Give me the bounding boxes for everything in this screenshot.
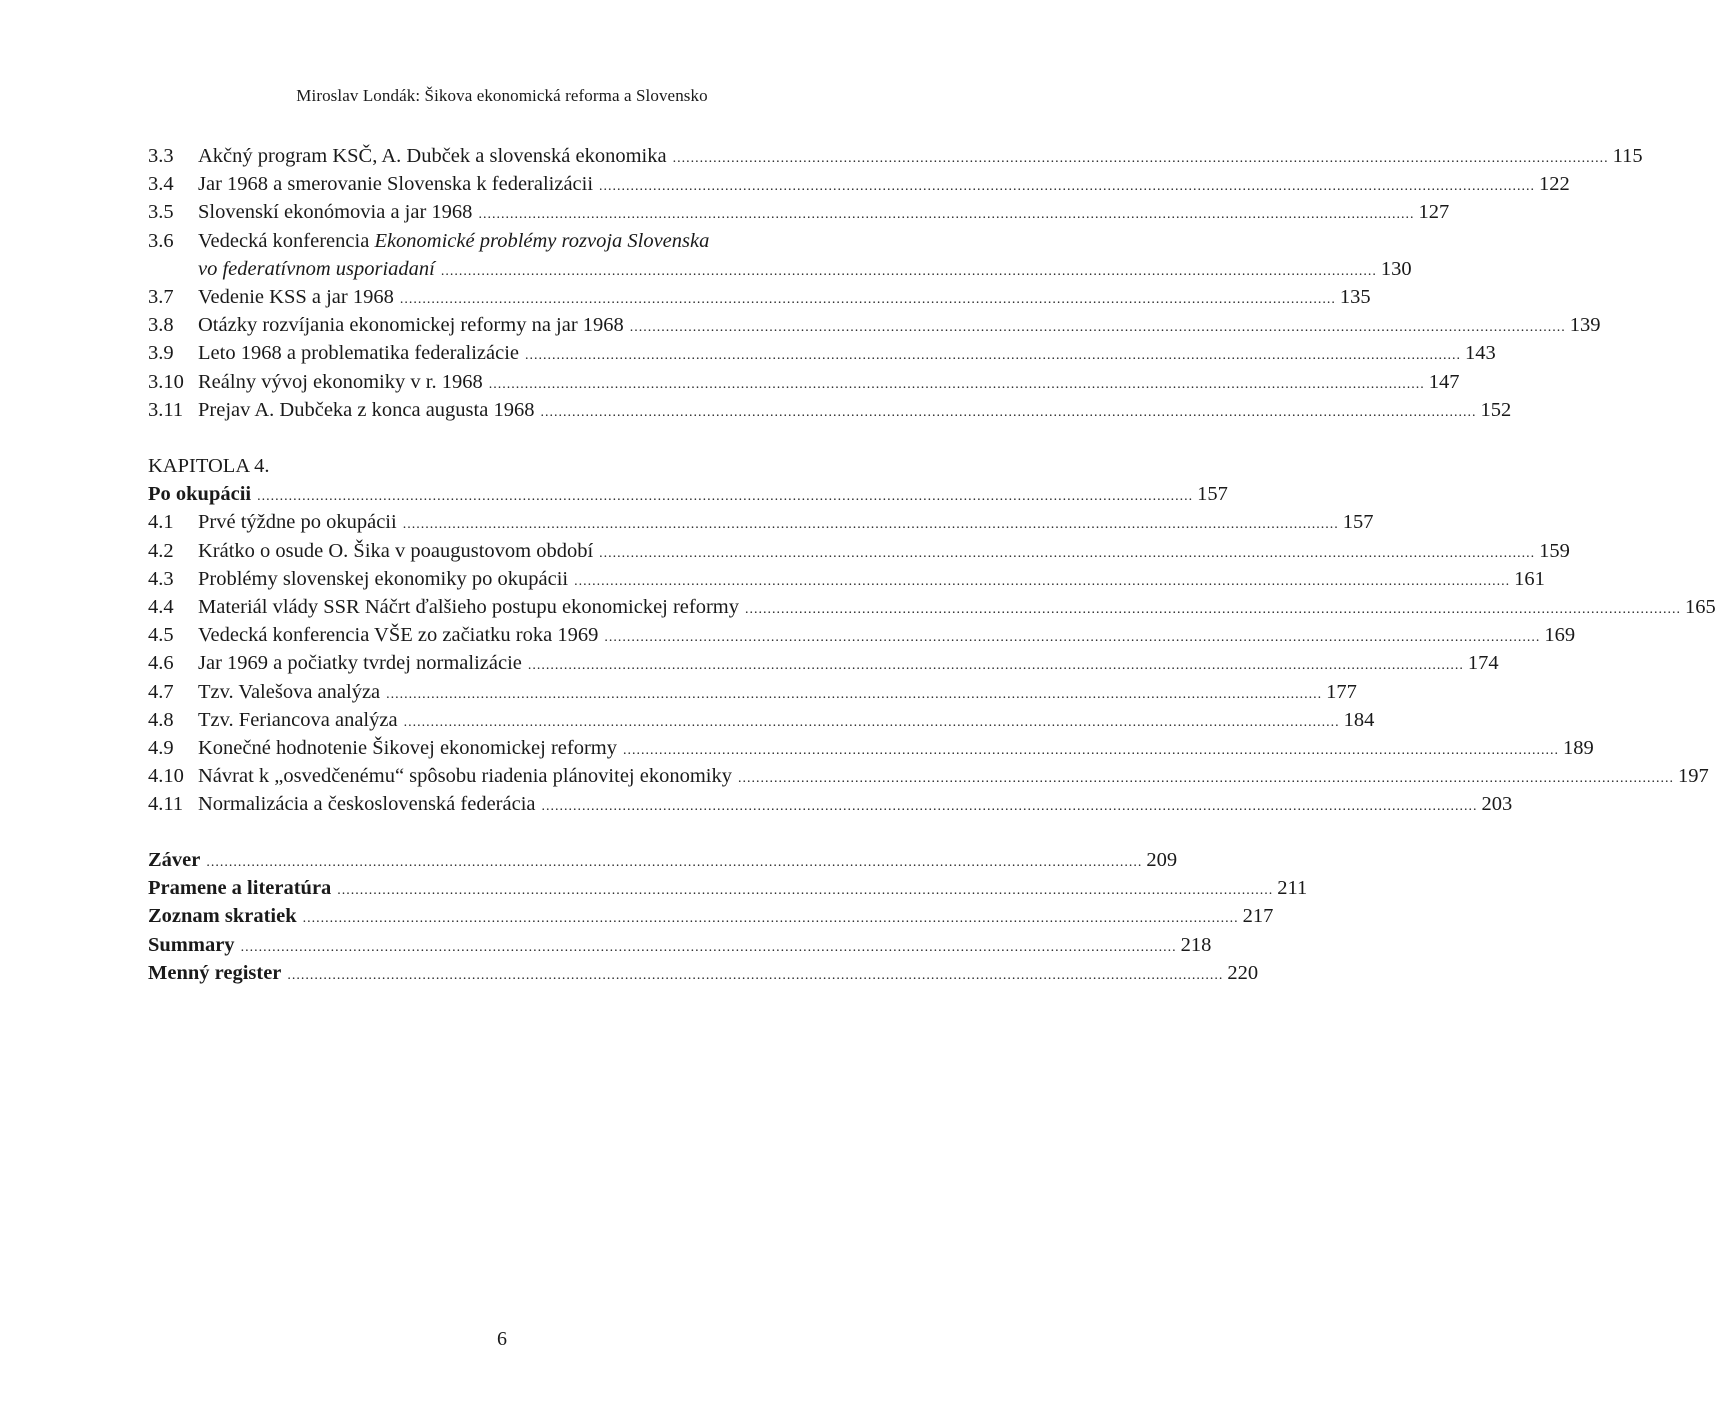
dot-leader [478,201,1414,229]
entry-title: Jar 1968 a smerovanie Slovenska k federalizácii [198,173,594,196]
entry-page: 115 [1612,145,1643,167]
entry-page: 177 [1326,680,1357,703]
dot-leader [738,765,1674,793]
dot-leader [386,681,1322,709]
dot-leader [400,286,1336,314]
dot-leader [630,314,1566,342]
entry-number: 3.8 [148,314,174,337]
entry-title: Záver [148,849,201,871]
entry-title-italic: Ekonomické problémy rozvoja Slovenska [374,229,710,252]
entry-page: 159 [1539,539,1570,562]
toc-entry[interactable] [148,649,1499,677]
entry-page: 174 [1467,652,1499,675]
entry-title: Návrat k „osvedčenému“ spôsobu riadenia plánovitej ekonomiky [198,765,732,788]
toc-back-entry[interactable] [148,874,1308,902]
toc-chapter-4 [148,452,1716,818]
entry-title: Vedenie KSS a jar 1968 [198,285,394,308]
dot-leader [403,511,1339,539]
dot-leader [241,934,1177,962]
dot-leader [599,540,1535,568]
dot-leader [745,596,1681,624]
toc-entry[interactable] [148,537,1570,565]
entry-page: 127 [1418,201,1450,224]
entry-number: 4.4 [148,595,174,618]
toc-chapter-3 [148,142,1643,424]
entry-page: 184 [1343,708,1375,731]
chapter-label: KAPITOLA 4. [148,455,270,477]
toc-entry[interactable] [148,678,1357,706]
entry-number: 3.7 [148,285,174,308]
entry-title-plain: Vedecká konferencia [198,229,375,252]
entry-page: 135 [1339,285,1371,308]
dot-leader [489,371,1425,399]
entry-title-continuation: vo federatívnom usporiadaní [198,257,435,280]
entry-page: 209 [1146,849,1178,871]
dot-leader [287,962,1223,990]
dot-leader [404,709,1340,737]
dot-leader [673,145,1609,173]
entry-page: 189 [1563,736,1594,759]
entry-page: 147 [1428,370,1460,393]
dot-leader [528,652,1464,680]
entry-number: 4.2 [148,539,174,562]
dot-leader [599,173,1535,201]
toc-back-entry[interactable] [148,846,1178,874]
entry-title: Leto 1968 a problematika federalizácie [198,342,520,365]
entry-title: Materiál vlády SSR Náčrt ďalšieho postupu ekonomickej reformy [198,595,740,618]
toc-chapter-title-entry[interactable] [148,480,1228,508]
entry-title: Slovenskí ekonómovia a jar 1968 [198,201,473,224]
dot-leader [540,399,1476,427]
entry-title: Krátko o osude O. Šika v poaugustovom období [198,539,594,562]
entry-number: 4.5 [148,624,174,647]
dot-leader [206,849,1142,877]
dot-leader [542,793,1478,821]
toc-entry[interactable] [148,396,1512,424]
toc-entry[interactable] [148,734,1594,762]
entry-page: 203 [1481,793,1513,816]
entry-page: 169 [1544,624,1576,647]
dot-leader [303,905,1239,933]
toc-entry[interactable] [148,283,1371,311]
toc-entry[interactable] [148,311,1601,339]
entry-title: Pramene a literatúra [148,877,332,900]
entry-title: Konečné hodnotenie Šikovej ekonomickej reformy [198,736,617,759]
toc-entry[interactable] [148,170,1570,198]
entry-number: 3.5 [148,201,174,224]
entry-title: Jar 1969 a počiatky tvrdej normalizácie [198,652,522,675]
dot-leader [525,342,1461,370]
chapter-title: Po okupácii [148,483,252,506]
entry-page: 161 [1514,567,1545,590]
entry-page: 139 [1569,314,1601,337]
toc-back-entry[interactable] [148,959,1259,987]
toc-back-entry[interactable] [148,902,1274,930]
entry-page: 122 [1539,173,1570,196]
toc-entry-first-line[interactable] [148,227,848,255]
toc-entry[interactable] [148,790,1513,818]
entry-page: 217 [1242,905,1274,928]
entry-page: 157 [1342,511,1374,534]
toc-entry[interactable] [148,593,1716,621]
toc-entry[interactable] [148,565,1545,593]
entry-title: Prvé týždne po okupácii [198,511,397,534]
entry-number: 4.3 [148,567,174,590]
entry-page: 143 [1465,342,1496,365]
entry-number: 3.9 [148,342,174,365]
entry-number: 3.3 [148,145,174,167]
entry-number: 4.10 [148,765,184,788]
entry-page: 152 [1480,398,1512,421]
entry-page: 157 [1197,483,1228,506]
entry-title: Tzv. Feriancova analýza [198,708,398,731]
toc-entry[interactable] [148,508,1374,536]
entry-title: Vedecká konferencia VŠE zo začiatku roka 1969 [198,624,599,647]
entry-number: 4.11 [148,793,184,816]
page-number: 6 [497,1328,507,1350]
toc-entry[interactable] [148,198,1450,226]
entry-title: Problémy slovenskej ekonomiky po okupácii [198,567,569,590]
toc-entry[interactable] [148,368,1460,396]
dot-leader [574,568,1510,596]
running-header: Miroslav Londák: Šikova ekonomická reforma a Slovensko [296,86,708,105]
entry-page: 165 [1685,595,1716,618]
toc-back-matter [148,846,1308,987]
toc-entry-continuation[interactable] [148,255,1412,283]
dot-leader [441,258,1377,286]
entry-page: 211 [1277,877,1308,900]
entry-page: 218 [1180,933,1212,956]
entry-title: Summary [148,933,235,956]
entry-title: Akčný program KSČ, A. Dubček a slovenská ekonomika [198,145,667,167]
entry-page: 197 [1677,765,1709,788]
toc-back-entry[interactable] [148,931,1212,959]
toc-entry[interactable] [148,706,1375,734]
entry-title: Normalizácia a československá federácia [198,793,536,816]
entry-number: 4.7 [148,680,174,703]
toc-entry[interactable] [148,339,1496,367]
entry-number: 4.8 [148,708,174,731]
entry-title: Reálny vývoj ekonomiky v r. 1968 [198,370,483,393]
dot-leader [257,483,1193,511]
entry-number: 4.1 [148,511,174,534]
entry-number: 3.6 [148,229,174,252]
entry-title: Otázky rozvíjania ekonomickej reformy na jar 1968 [198,314,624,337]
entry-title: Menný register [148,961,282,984]
entry-title: Tzv. Valešova analýza [198,680,381,703]
dot-leader [623,737,1559,765]
toc-entry[interactable] [148,621,1576,649]
entry-number: 3.11 [148,398,184,421]
entry-title: Prejav A. Dubčeka z konca augusta 1968 [198,398,535,421]
entry-number: 4.9 [148,736,174,759]
entry-page: 220 [1227,961,1259,984]
entry-number: 4.6 [148,652,174,675]
entry-page: 130 [1380,257,1412,280]
entry-number: 3.10 [148,370,184,393]
toc-entry[interactable] [148,142,1643,170]
dot-leader [604,624,1540,652]
dot-leader [337,877,1273,905]
toc-entry[interactable] [148,762,1709,790]
entry-number: 3.4 [148,173,174,196]
entry-title: Zoznam skratiek [148,905,297,928]
entry-title [198,227,709,255]
